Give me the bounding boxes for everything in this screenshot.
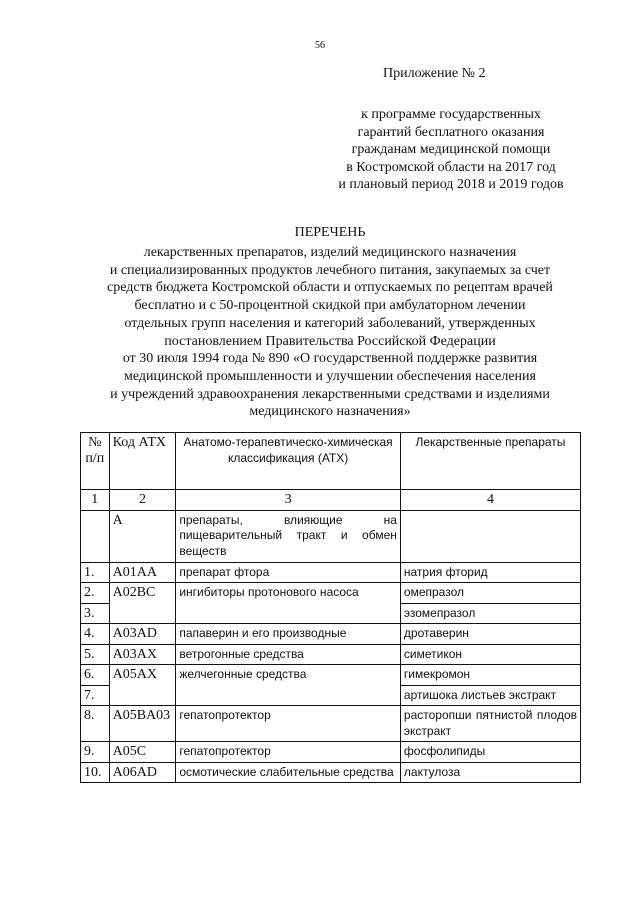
- table-row: [81, 562, 581, 583]
- row-num: 10.: [81, 762, 110, 783]
- header-code: Код АТХ: [109, 433, 176, 490]
- description-line: лекарственных препаратов, изделий медицинского назначения: [143, 245, 517, 260]
- row-num: 7.: [81, 685, 110, 706]
- table-row: [81, 624, 581, 645]
- row-classification: ветрогонные средства: [176, 644, 401, 665]
- table-row: [81, 583, 581, 604]
- row-drug: натрия фторид: [400, 562, 580, 583]
- row-num: 9.: [81, 742, 110, 763]
- description-line: отдельных групп населения и категорий заболеваний, утвержденных: [124, 315, 536, 331]
- appendix-title: Приложение № 2: [383, 66, 486, 81]
- row-classification: желчегонные средства: [176, 665, 401, 706]
- row-code: A05C: [109, 742, 176, 763]
- row-num: 2.: [81, 583, 110, 604]
- table-row: [81, 665, 581, 686]
- appendix-line: к программе государственных: [361, 107, 541, 122]
- row-drug: расторопши пятнистой плодов экстракт: [400, 706, 580, 742]
- row-classification: гепатопротектор: [176, 742, 401, 763]
- group-num-cell: [81, 510, 110, 562]
- row-classification: гепатопротектор: [176, 706, 401, 742]
- description-line: бесплатно и с 50-процентной скидкой при амбулаторном лечении: [134, 298, 526, 314]
- row-code: A03AD: [109, 624, 176, 645]
- description-line: и учреждений здравоохранения лекарственными средствами и изделиями: [110, 386, 550, 402]
- description-line: постановлением Правительства Российской Федерации: [164, 333, 496, 349]
- row-drug: гимекромон: [400, 665, 580, 686]
- row-classification: препарат фтора: [176, 562, 401, 583]
- row-code: A05AX: [109, 665, 176, 706]
- table-row: [81, 742, 581, 763]
- row-num: 4.: [81, 624, 110, 645]
- row-classification: ингибиторы протонового насоса: [176, 583, 401, 624]
- appendix-line: в Костромской области на 2017 год: [346, 159, 556, 175]
- appendix-line: гарантий бесплатного оказания: [357, 124, 545, 140]
- table-header-row: [81, 433, 581, 490]
- row-classification: папаверин и его производные: [176, 624, 401, 645]
- row-drug: фосфолипиды: [400, 742, 580, 763]
- row-drug: симетикон: [400, 644, 580, 665]
- row-drug: омепразол: [400, 583, 580, 604]
- row-drug: лактулоза: [400, 762, 580, 783]
- row-classification: осмотические слабительные средства: [176, 762, 401, 783]
- row-code: A01AA: [109, 562, 176, 583]
- description-line: медицинского назначения»: [249, 404, 411, 420]
- row-num: 3.: [81, 603, 110, 624]
- description-line: средств бюджета Костромской области и отпускаемых по рецептам врачей: [107, 280, 553, 296]
- document-title: ПЕРЕЧЕНЬ: [294, 225, 366, 240]
- index-cell: 3: [176, 490, 401, 511]
- row-code: A06AD: [109, 762, 176, 783]
- group-row: [81, 510, 581, 562]
- row-num: 8.: [81, 706, 110, 742]
- group-code: А: [109, 510, 176, 562]
- row-num: 1.: [81, 562, 110, 583]
- drug-list-table: [80, 432, 581, 783]
- appendix-line: гражданам медицинской помощи: [351, 142, 551, 158]
- row-drug: дротаверин: [400, 624, 580, 645]
- table-row: [81, 706, 581, 742]
- description-line: и специализированных продуктов лечебного питания, закупаемых за счет: [109, 262, 551, 278]
- group-drug-cell: [400, 510, 580, 562]
- row-num: 5.: [81, 644, 110, 665]
- description-line: медицинской промышленности и улучшении обеспечения населения: [124, 368, 536, 384]
- index-cell: 2: [109, 490, 176, 511]
- header-classification: Анатомо-терапевтическо-химическая классификация (АТХ): [176, 433, 401, 490]
- row-drug: артишока листьев экстракт: [400, 685, 580, 706]
- description-line: от 30 июля 1994 года № 890 «О государственной поддержке развития: [122, 351, 538, 367]
- table-row: [81, 644, 581, 665]
- row-code: A03AX: [109, 644, 176, 665]
- header-num: № п/п: [81, 433, 110, 490]
- header-drugs: Лекарственные препараты: [400, 433, 580, 490]
- document-description: [70, 244, 590, 421]
- index-row: [81, 490, 581, 511]
- row-code: A05BA03: [109, 706, 176, 742]
- row-num: 6.: [81, 665, 110, 686]
- row-drug: эзомепразол: [400, 603, 580, 624]
- page-number: 56: [315, 40, 325, 51]
- group-classification: препараты, влияющие на пищеварительный тракт и обмен веществ: [176, 510, 401, 562]
- appendix-subtitle: [318, 106, 584, 194]
- table-row: [81, 762, 581, 783]
- row-code: A02BC: [109, 583, 176, 624]
- index-cell: 4: [400, 490, 580, 511]
- appendix-line: и плановый период 2018 и 2019 годов: [338, 177, 564, 193]
- index-cell: 1: [81, 490, 110, 511]
